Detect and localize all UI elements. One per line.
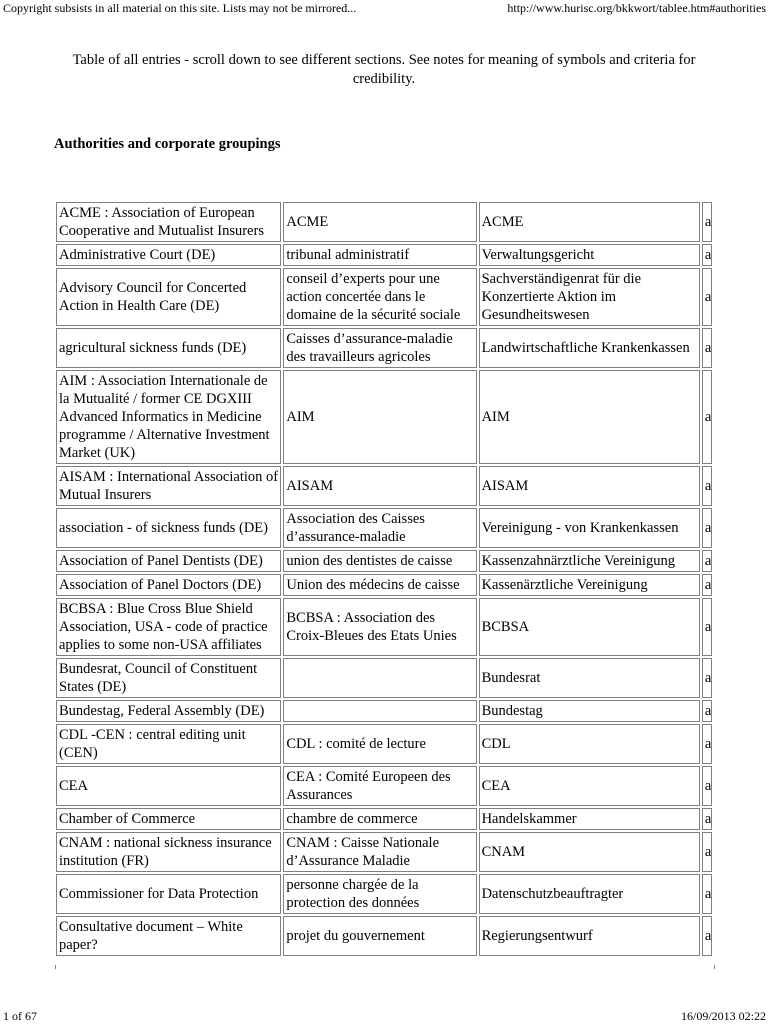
credibility-flag-cell: a bbox=[702, 268, 712, 326]
credibility-flag-cell: a bbox=[702, 832, 712, 872]
term-de-cell: Kassenärztliche Vereinigung bbox=[479, 574, 700, 596]
credibility-flag-cell: a bbox=[702, 370, 712, 464]
table-row bbox=[56, 328, 712, 368]
term-de-cell: Sachverständigenrat für die Konzertierte Aktion im Gesundheitswesen bbox=[479, 268, 700, 326]
term-en-cell: AIM : Association Internationale de la Mutualité / former CE DGXIII Advanced Informatics in Medicine programme / Alternative Investment Market (UK) bbox=[56, 370, 281, 464]
entries-table bbox=[54, 200, 714, 958]
term-en-cell: Chamber of Commerce bbox=[56, 808, 281, 830]
term-en-cell: BCBSA : Blue Cross Blue Shield Association, USA - code of practice applies to some non-USA affiliates bbox=[56, 598, 281, 656]
term-fr-cell: tribunal administratif bbox=[283, 244, 476, 266]
table-row bbox=[56, 370, 712, 464]
credibility-flag-cell: a bbox=[702, 466, 712, 506]
term-fr-cell: personne chargée de la protection des données bbox=[283, 874, 476, 914]
table-row bbox=[56, 268, 712, 326]
table-row bbox=[56, 574, 712, 596]
term-de-cell: Regierungsentwurf bbox=[479, 916, 700, 956]
table-row bbox=[56, 832, 712, 872]
credibility-flag-cell: a bbox=[702, 808, 712, 830]
credibility-flag-cell: a bbox=[702, 574, 712, 596]
intro-text: Table of all entries - scroll down to see different sections. See notes for meaning of symbols and criteria for credibility. bbox=[72, 52, 696, 87]
credibility-flag-cell: a bbox=[702, 874, 712, 914]
term-de-cell: AISAM bbox=[479, 466, 700, 506]
table-row bbox=[56, 550, 712, 572]
term-de-cell: Handelskammer bbox=[479, 808, 700, 830]
term-en-cell: CNAM : national sickness insurance institution (FR) bbox=[56, 832, 281, 872]
term-en-cell: CDL -CEN : central editing unit (CEN) bbox=[56, 724, 281, 764]
term-fr-cell: union des dentistes de caisse bbox=[283, 550, 476, 572]
term-en-cell: Bundestag, Federal Assembly (DE) bbox=[56, 700, 281, 722]
table-row bbox=[56, 724, 712, 764]
credibility-flag-cell: a bbox=[702, 598, 712, 656]
term-en-cell: AISAM : International Association of Mutual Insurers bbox=[56, 466, 281, 506]
term-fr-cell bbox=[283, 658, 476, 698]
term-fr-cell: AISAM bbox=[283, 466, 476, 506]
term-fr-cell: conseil d’experts pour une action concertée dans le domaine de la sécurité sociale bbox=[283, 268, 476, 326]
print-header bbox=[0, 0, 768, 16]
credibility-flag-cell: a bbox=[702, 700, 712, 722]
term-fr-cell: BCBSA : Association des Croix-Bleues des Etats Unies bbox=[283, 598, 476, 656]
term-de-cell: AIM bbox=[479, 370, 700, 464]
term-de-cell: CNAM bbox=[479, 832, 700, 872]
table-row bbox=[56, 598, 712, 656]
credibility-flag-cell: a bbox=[702, 328, 712, 368]
term-de-cell: Verwaltungsgericht bbox=[479, 244, 700, 266]
credibility-flag-cell: a bbox=[702, 724, 712, 764]
term-fr-cell: chambre de commerce bbox=[283, 808, 476, 830]
term-fr-cell: CEA : Comité Europeen des Assurances bbox=[283, 766, 476, 806]
term-de-cell: ACME bbox=[479, 202, 700, 242]
page-counter: 1 of 67 bbox=[3, 1009, 37, 1023]
term-fr-cell: Caisses d’assurance-maladie des travailleurs agricoles bbox=[283, 328, 476, 368]
credibility-flag-cell: a bbox=[702, 550, 712, 572]
table-continuation bbox=[55, 965, 715, 969]
term-en-cell: Association of Panel Dentists (DE) bbox=[56, 550, 281, 572]
term-en-cell: Bundesrat, Council of Constituent States (DE) bbox=[56, 658, 281, 698]
term-en-cell: Association of Panel Doctors (DE) bbox=[56, 574, 281, 596]
term-de-cell: Bundestag bbox=[479, 700, 700, 722]
table-row bbox=[56, 700, 712, 722]
table-row bbox=[56, 202, 712, 242]
term-en-cell: Commissioner for Data Protection bbox=[56, 874, 281, 914]
credibility-flag-cell: a bbox=[702, 202, 712, 242]
term-en-cell: CEA bbox=[56, 766, 281, 806]
term-de-cell: Bundesrat bbox=[479, 658, 700, 698]
term-en-cell: association - of sickness funds (DE) bbox=[56, 508, 281, 548]
entries-table-body bbox=[56, 202, 712, 956]
term-en-cell: agricultural sickness funds (DE) bbox=[56, 328, 281, 368]
table-row bbox=[56, 658, 712, 698]
term-fr-cell: Association des Caisses d’assurance-maladie bbox=[283, 508, 476, 548]
table-row bbox=[56, 466, 712, 506]
term-fr-cell: ACME bbox=[283, 202, 476, 242]
credibility-flag-cell: a bbox=[702, 244, 712, 266]
page-url[interactable]: http://www.hurisc.org/bkkwort/tablee.htm#authorities bbox=[507, 1, 766, 15]
table-row bbox=[56, 244, 712, 266]
term-en-cell: Advisory Council for Concerted Action in Health Care (DE) bbox=[56, 268, 281, 326]
print-timestamp: 16/09/2013 02:22 bbox=[680, 1009, 766, 1023]
term-de-cell: CDL bbox=[479, 724, 700, 764]
table-row bbox=[56, 874, 712, 914]
credibility-flag-cell: a bbox=[702, 916, 712, 956]
term-fr-cell: CNAM : Caisse Nationale d’Assurance Maladie bbox=[283, 832, 476, 872]
term-fr-cell bbox=[283, 700, 476, 722]
table-row bbox=[56, 916, 712, 956]
credibility-flag-cell: a bbox=[702, 508, 712, 548]
term-en-cell: Administrative Court (DE) bbox=[56, 244, 281, 266]
term-fr-cell: CDL : comité de lecture bbox=[283, 724, 476, 764]
term-en-cell: ACME : Association of European Cooperative and Mutualist Insurers bbox=[56, 202, 281, 242]
table-row bbox=[56, 508, 712, 548]
print-footer bbox=[0, 1008, 768, 1024]
table-row bbox=[56, 766, 712, 806]
term-de-cell: BCBSA bbox=[479, 598, 700, 656]
section-title: Authorities and corporate groupings bbox=[54, 136, 281, 152]
term-de-cell: CEA bbox=[479, 766, 700, 806]
credibility-flag-cell: a bbox=[702, 658, 712, 698]
term-de-cell: Kassenzahnärztliche Vereinigung bbox=[479, 550, 700, 572]
term-fr-cell: Union des médecins de caisse bbox=[283, 574, 476, 596]
credibility-flag-cell: a bbox=[702, 766, 712, 806]
term-fr-cell: AIM bbox=[283, 370, 476, 464]
term-de-cell: Vereinigung - von Krankenkassen bbox=[479, 508, 700, 548]
term-de-cell: Datenschutzbeauftragter bbox=[479, 874, 700, 914]
term-en-cell: Consultative document – White paper? bbox=[56, 916, 281, 956]
term-de-cell: Landwirtschaftliche Krankenkassen bbox=[479, 328, 700, 368]
copyright-notice: Copyright subsists in all material on this site. Lists may not be mirrored... bbox=[3, 1, 357, 15]
term-fr-cell: projet du gouvernement bbox=[283, 916, 476, 956]
table-row bbox=[56, 808, 712, 830]
